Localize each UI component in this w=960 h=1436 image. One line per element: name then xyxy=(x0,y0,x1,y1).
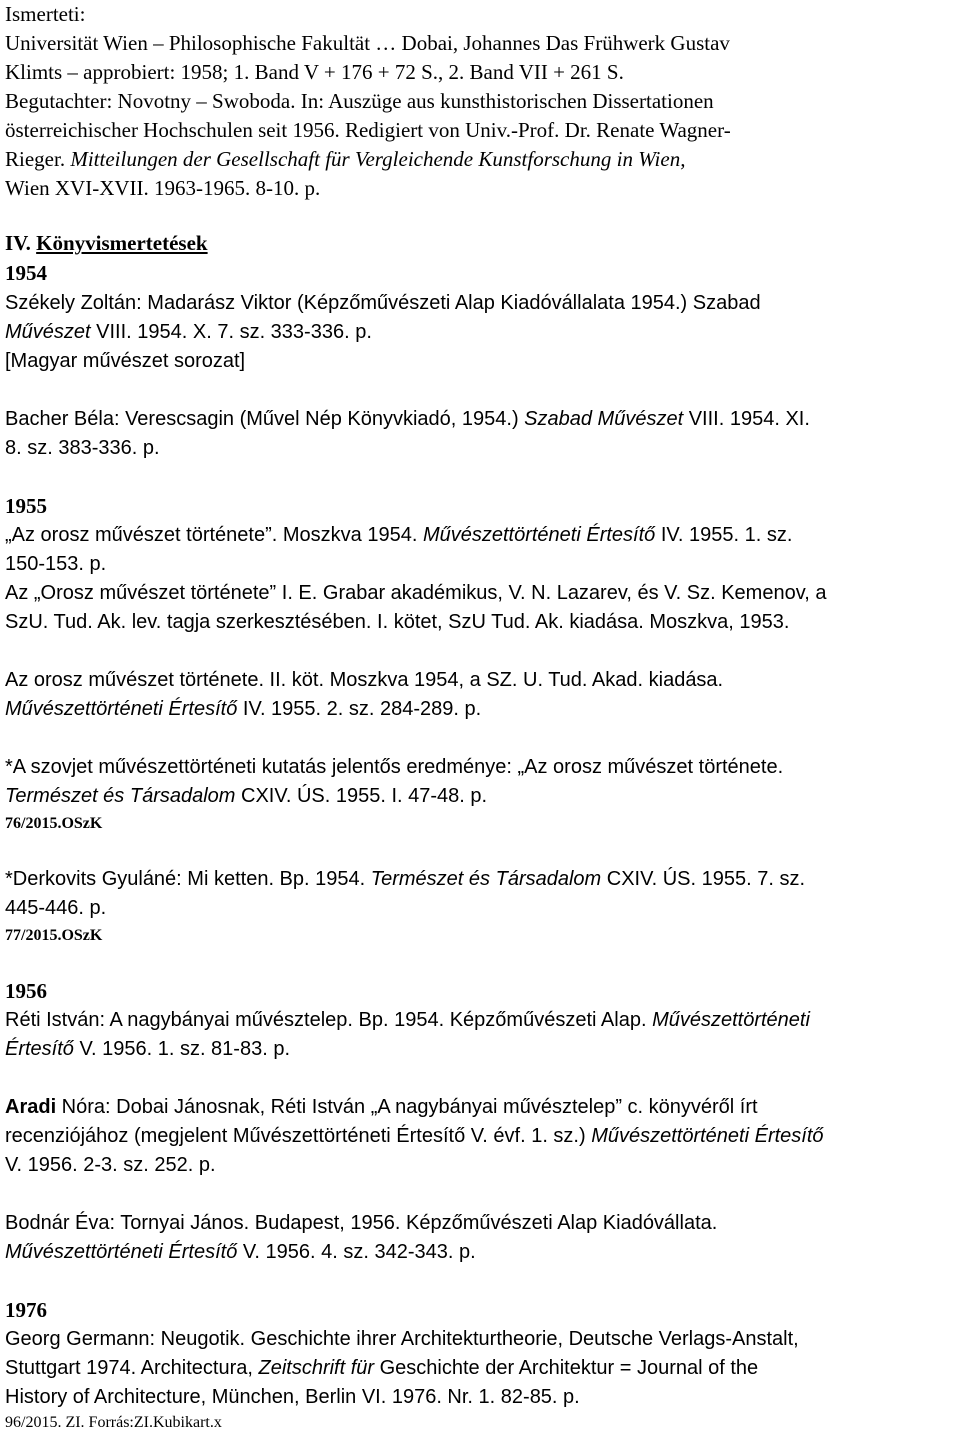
entry-text: CXIV. ÚS. 1955. I. 47-48. p. xyxy=(235,785,488,807)
entry-text: *Derkovits Gyuláné: Mi ketten. Bp. 1954. xyxy=(5,868,371,890)
author-name: Aradi xyxy=(5,1096,57,1118)
journal-title: Művészettörténeti Értesítő xyxy=(5,1241,238,1263)
entry-line xyxy=(5,406,810,432)
section-heading xyxy=(5,230,208,256)
ismerteti-line xyxy=(5,146,685,172)
entry-line: SzU. Tud. Ak. lev. tagja szerkesztésében. I. kötet, SzU Tud. Ak. kiadása. Moszkva, 1953. xyxy=(5,611,790,633)
entry-text: Réti István: A nagybányai művésztelep. Bp. 1954. Képzőművészeti Alap. xyxy=(5,1009,653,1031)
entry-text: V. 1956. 4. sz. 342-343. p. xyxy=(237,1241,476,1263)
journal-title: Művészet xyxy=(5,321,91,343)
journal-title: Szabad Művészet xyxy=(524,408,684,430)
entry-line: 445-446. p. xyxy=(5,897,107,919)
entry-line: History of Architecture, München, Berlin VI. 1976. Nr. 1. 82-85. p. xyxy=(5,1386,580,1408)
entry-line: Georg Germann: Neugotik. Geschichte ihrer Architekturtheorie, Deutsche Verlags-Anstalt, xyxy=(5,1328,799,1350)
journal-title: Művészettörténeti xyxy=(652,1009,810,1031)
entry-line xyxy=(5,1036,290,1062)
journal-subtitle: Zeitschrift für xyxy=(258,1357,375,1379)
ismerteti-line: Begutachter: Novotny – Swoboda. In: Auszüge aus kunsthistorischen Dissertationen xyxy=(5,89,714,113)
entry-line: 8. sz. 383-336. p. xyxy=(5,437,160,459)
entry-line xyxy=(5,319,372,345)
entry-line xyxy=(5,1239,476,1265)
entry-line xyxy=(5,1007,810,1033)
entry-line: Bodnár Éva: Tornyai János. Budapest, 1956. Képzőművészeti Alap Kiadóvállata. xyxy=(5,1212,718,1234)
journal-title: Művészettörténeti Értesítő xyxy=(591,1125,824,1147)
series-note: [Magyar művészet sorozat] xyxy=(5,350,246,372)
entry-text: Bacher Béla: Verescsagin (Művel Nép Könyvkiadó, 1954.) xyxy=(5,408,525,430)
entry-line: 150-153. p. xyxy=(5,553,107,575)
page-footer: 96/2015. ZI. Forrás:ZI.Kubikart.x xyxy=(5,1414,222,1431)
entry-line: V. 1956. 2-3. sz. 252. p. xyxy=(5,1154,216,1176)
section-title: Könyvismertetések xyxy=(36,231,208,255)
entry-text: recenziójához (megjelent Művészettörténeti Értesítő V. évf. 1. sz.) xyxy=(5,1125,592,1147)
ismerteti-line: Klimts – approbiert: 1958; 1. Band V + 176 + 72 S., 2. Band VII + 261 S. xyxy=(5,60,624,84)
entry-line xyxy=(5,522,792,548)
ismerteti-line: Universität Wien – Philosophische Fakultät … Dobai, Johannes Das Frühwerk Gustav xyxy=(5,31,730,55)
entry-line: Székely Zoltán: Madarász Viktor (Képzőművészeti Alap Kiadóvállalata 1954.) Szabad xyxy=(5,292,761,314)
journal-title: Természet és Társadalom xyxy=(5,785,236,807)
entry-line xyxy=(5,1094,758,1120)
entry-line xyxy=(5,696,481,722)
entry-line xyxy=(5,1123,824,1149)
entry-line: Az orosz művészet története. II. köt. Moszkva 1954, a SZ. U. Tud. Akad. kiadása. xyxy=(5,669,724,691)
entry-text: „Az orosz művészet története”. Moszkva 1954. xyxy=(5,524,423,546)
entry-text: IV. 1955. 1. sz. xyxy=(655,524,793,546)
ismerteti-line: österreichischer Hochschulen seit 1956. Redigiert von Univ.-Prof. Dr. Renate Wagner- xyxy=(5,118,731,142)
entry-line: Az „Orosz művészet története” I. E. Grabar akadémikus, V. N. Lazarev, és V. Sz. Kemenov, a xyxy=(5,582,827,604)
year-heading-1956: 1956 xyxy=(5,979,47,1003)
ismerteti-line: Wien XVI-XVII. 1963-1965. 8-10. p. xyxy=(5,176,321,200)
entry-text: Geschichte der Architektur = Journal of the xyxy=(374,1357,759,1379)
catalog-id: 76/2015.OSzK xyxy=(5,815,103,832)
entry-line xyxy=(5,783,487,809)
journal-title: Értesítő xyxy=(5,1038,74,1060)
catalog-id: 77/2015.OSzK xyxy=(5,927,103,944)
ismerteti-heading: Ismerteti: xyxy=(5,2,86,26)
section-number: IV. xyxy=(5,231,37,255)
entry-line: *A szovjet művészettörténeti kutatás jelentős eredménye: „Az orosz művészet története. xyxy=(5,756,784,778)
entry-text: VIII. 1954. XI. xyxy=(683,408,810,430)
entry-text: Nóra: Dobai Jánosnak, Réti István „A nagybányai művésztelep” c. könyvéről írt xyxy=(56,1096,758,1118)
entry-text: Stuttgart 1974. xyxy=(5,1357,141,1379)
entry-line xyxy=(5,866,805,892)
entry-text: VIII. 1954. X. 7. sz. 333-336. p. xyxy=(90,321,372,343)
journal-title: Természet és Társadalom xyxy=(370,868,602,890)
year-heading-1954: 1954 xyxy=(5,261,47,285)
ismerteti-text: Rieger. xyxy=(5,147,71,171)
year-heading-1955: 1955 xyxy=(5,494,47,518)
entry-text: CXIV. ÚS. 1955. 7. sz. xyxy=(601,868,806,890)
entry-text: IV. 1955. 2. sz. 284-289. p. xyxy=(237,698,482,720)
entry-line xyxy=(5,1355,758,1381)
journal-title: Architectura, xyxy=(140,1357,259,1379)
year-heading-1976: 1976 xyxy=(5,1298,47,1322)
journal-title: Mitteilungen der Gesellschaft für Vergleichende Kunstforschung in Wien, xyxy=(70,147,686,171)
journal-title: Művészettörténeti Értesítő xyxy=(5,698,238,720)
journal-title: Művészettörténeti Értesítő xyxy=(422,524,656,546)
entry-text: V. 1956. 1. sz. 81-83. p. xyxy=(73,1038,290,1060)
